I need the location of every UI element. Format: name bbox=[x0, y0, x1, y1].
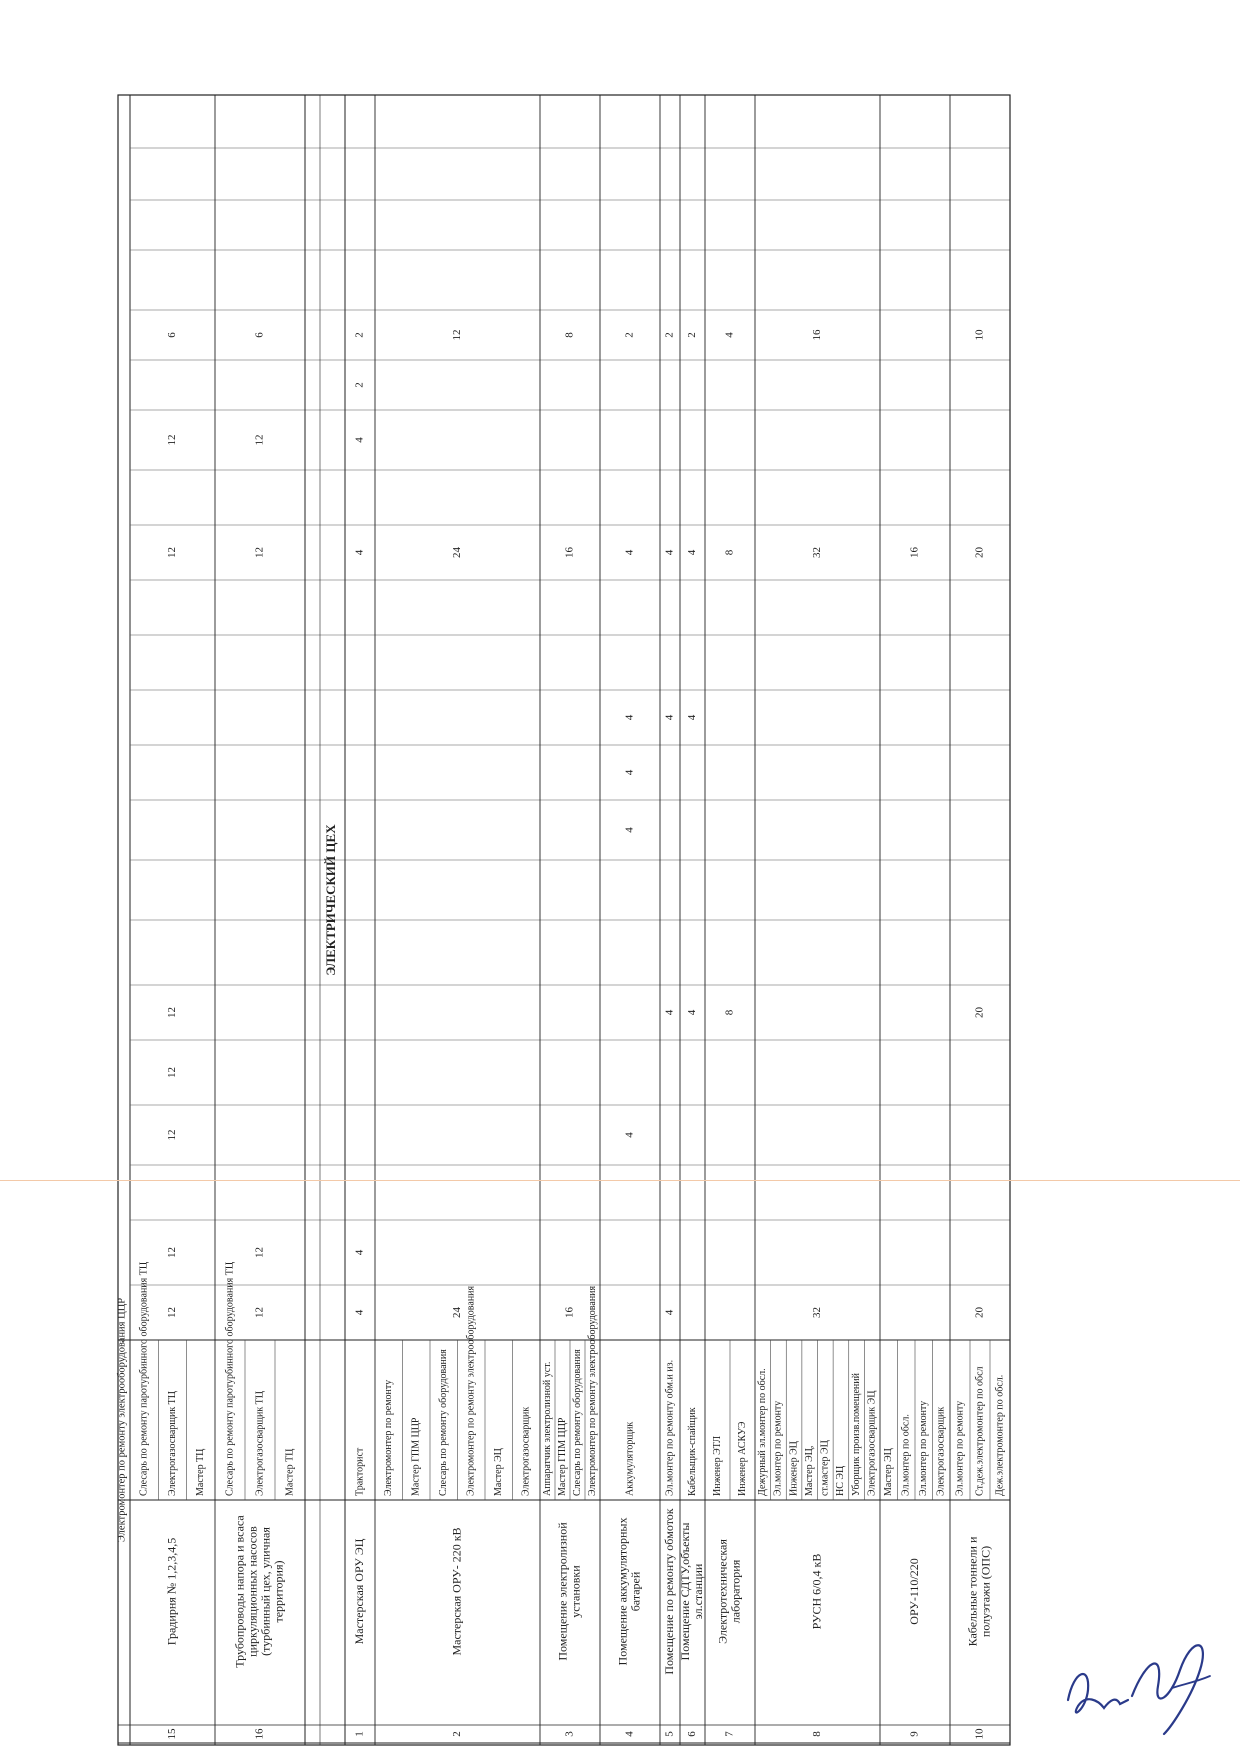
scan-artifact-line bbox=[0, 1180, 1240, 1181]
row-number: 10 bbox=[973, 1728, 986, 1740]
row-number: 1 bbox=[353, 1731, 366, 1737]
cell-value: 20 bbox=[973, 547, 986, 558]
worker-name: Эл.монтер по обсл. bbox=[900, 1414, 912, 1496]
worker-name: Деж.электромонтер по обсл. bbox=[994, 1374, 1006, 1496]
worker-name: Эл.монтер по ремонту bbox=[918, 1400, 930, 1496]
cell-value: 4 bbox=[623, 769, 636, 776]
place-name: Помещение аккумуляторных bbox=[615, 1517, 630, 1666]
header-note: Электромонтер по ремонту электрооборудования ЦЦР bbox=[116, 1297, 128, 1543]
place-name: Мастерская ОРУ ЭЦ bbox=[351, 1538, 366, 1645]
row-number: 15 bbox=[166, 1728, 179, 1740]
cell-value: 4 bbox=[623, 714, 636, 721]
place-name: ОРУ-110/220 bbox=[906, 1558, 921, 1625]
worker-name: Мастер ГПМ ЦЦР bbox=[556, 1417, 568, 1496]
worker-name: Электрогазосварщик ТЦ bbox=[166, 1390, 178, 1496]
worker-name: Электромонтер по ремонту электрооборудования bbox=[465, 1285, 477, 1496]
place-name: полуэтажи (ОПС) bbox=[978, 1545, 993, 1638]
cell-value: 4 bbox=[686, 714, 699, 721]
worker-name: Электромонтер по ремонту электрооборудования bbox=[586, 1285, 598, 1496]
row-number: 16 bbox=[253, 1728, 266, 1740]
row-number: 9 bbox=[908, 1731, 921, 1737]
place-name: лаборатория bbox=[728, 1559, 743, 1624]
cell-value: 12 bbox=[253, 1247, 266, 1258]
worker-name: Тракторист bbox=[354, 1447, 366, 1496]
worker-name: Слесарь по ремонту паротурбинного оборудования ТЦ bbox=[224, 1261, 236, 1496]
cell-value: 8 bbox=[563, 332, 576, 338]
cell-value: 16 bbox=[811, 329, 824, 341]
cell-value: 24 bbox=[451, 1307, 464, 1318]
row-number: 4 bbox=[623, 1731, 636, 1737]
worker-name: Аккумуляторщик bbox=[624, 1421, 636, 1496]
cell-value: 32 bbox=[811, 547, 824, 558]
cell-value: 8 bbox=[723, 1009, 736, 1016]
worker-name: НС ЭЦ bbox=[835, 1465, 847, 1496]
place-name: Помещение электролизной bbox=[555, 1522, 570, 1661]
cell-value: 4 bbox=[663, 1009, 676, 1016]
cell-value: 16 bbox=[908, 547, 921, 558]
cell-value: 6 bbox=[166, 332, 179, 338]
cell-value: 4 bbox=[663, 1309, 676, 1316]
worker-name: Слесарь по ремонту оборудования bbox=[438, 1349, 450, 1496]
cell-value: 32 bbox=[811, 1307, 824, 1318]
cell-value: 4 bbox=[353, 549, 366, 556]
cell-value: 12 bbox=[166, 1067, 179, 1078]
worker-name: Аппаратчик электролизной уст. bbox=[541, 1361, 553, 1496]
place-name: батарей bbox=[628, 1571, 643, 1612]
cell-value: 12 bbox=[166, 1307, 179, 1318]
worker-name: Мастер ГПМ ЦЦР bbox=[410, 1417, 422, 1496]
cell-value: 12 bbox=[451, 329, 464, 341]
worker-name: Кабельщик-спайщик bbox=[686, 1407, 698, 1496]
section-title: ЭЛЕКТРИЧЕСКИЙ ЦЕХ bbox=[322, 824, 338, 976]
cell-value: 12 bbox=[166, 1247, 179, 1258]
cell-value: 10 bbox=[973, 329, 986, 341]
place-name: циркуляционных насосов bbox=[245, 1526, 260, 1657]
cell-value: 4 bbox=[623, 827, 636, 833]
cell-value: 4 bbox=[623, 549, 636, 556]
cell-value: 8 bbox=[723, 549, 736, 556]
worker-name: Мастер ЭЦ bbox=[493, 1448, 505, 1496]
row-number: 5 bbox=[663, 1731, 676, 1737]
cell-value: 6 bbox=[253, 332, 266, 338]
place-name: Электротехническая bbox=[715, 1539, 730, 1644]
cell-value: 12 bbox=[166, 1129, 179, 1141]
cell-value: 12 bbox=[166, 1007, 179, 1018]
cell-value: 4 bbox=[353, 1249, 366, 1256]
cell-value: 24 bbox=[451, 547, 464, 558]
worker-name: Электромонтер по ремонту bbox=[383, 1379, 395, 1496]
row-number: 7 bbox=[723, 1731, 736, 1737]
cell-value: 2 bbox=[623, 332, 636, 338]
worker-name: Электрогазосварщик ЭЦ bbox=[866, 1390, 878, 1496]
place-name: Кабельные тоннели и bbox=[965, 1536, 980, 1647]
worker-name: Инженер ЭТЛ bbox=[711, 1435, 723, 1496]
cell-value: 20 bbox=[973, 1307, 986, 1318]
place-name: Градирня № 1,2,3,4,5 bbox=[164, 1537, 179, 1646]
worker-name: Электрогазосварщик bbox=[520, 1406, 532, 1496]
worker-name: Мастер ТЦ bbox=[195, 1448, 207, 1496]
cell-value: 4 bbox=[663, 549, 676, 556]
worker-name: Эл.монтер по ремонту bbox=[954, 1400, 966, 1496]
cell-value: 12 bbox=[253, 1307, 266, 1318]
place-name: эл.станции bbox=[690, 1563, 705, 1620]
place-name: установки bbox=[568, 1565, 583, 1618]
worker-name: Уборщик произв.помещений bbox=[850, 1373, 862, 1496]
place-name: РУСН 6/0,4 кВ bbox=[809, 1553, 824, 1630]
place-name: Мастерская ОРУ- 220 кВ bbox=[449, 1527, 464, 1656]
worker-name: Эл.монтер по ремонту обм.и из. bbox=[664, 1359, 676, 1496]
cell-value: 16 bbox=[563, 547, 576, 558]
worker-name: Ст.деж.электромонтер по обсл bbox=[974, 1366, 986, 1496]
handwritten-signature bbox=[1060, 1630, 1230, 1740]
cell-value: 2 bbox=[353, 332, 366, 338]
cell-value: 12 bbox=[253, 434, 266, 446]
cell-value: 12 bbox=[253, 547, 266, 558]
place-name: Помещение по ремонту обмоток bbox=[661, 1508, 676, 1675]
place-name: Трубопроводы напора и всаса bbox=[232, 1515, 247, 1668]
worker-name: Эл.монтер по ремонту bbox=[772, 1400, 784, 1496]
row-number: 6 bbox=[686, 1731, 699, 1737]
place-name: (турбинный цех, уличная bbox=[258, 1527, 273, 1656]
cell-value: 4 bbox=[623, 1132, 636, 1138]
cell-value: 4 bbox=[686, 549, 699, 556]
worker-name: Электрогазосварщик ТЦ bbox=[254, 1390, 266, 1496]
place-name: Помещение СДТУ,объекты bbox=[677, 1522, 692, 1661]
worker-name: Мастер ТЦ bbox=[284, 1448, 296, 1496]
place-name: территория) bbox=[271, 1560, 286, 1623]
cell-value: 16 bbox=[563, 1307, 576, 1318]
worker-name: Дежурный эл.монтер по обсл. bbox=[757, 1368, 769, 1496]
cell-value: 4 bbox=[663, 714, 676, 721]
cell-value: 4 bbox=[723, 332, 736, 338]
cell-value: 4 bbox=[686, 1009, 699, 1016]
worker-name: Инженер АСКУЭ bbox=[736, 1421, 748, 1496]
cell-value: 4 bbox=[353, 1309, 366, 1316]
cell-value: 2 bbox=[686, 332, 699, 338]
worker-name: Инженер ЭЦ bbox=[788, 1441, 800, 1496]
row-number: 3 bbox=[563, 1731, 576, 1737]
worker-name: Электрогазосварщик bbox=[935, 1406, 947, 1496]
cell-value: 4 bbox=[353, 437, 366, 443]
worker-name: Слесарь по ремонту паротурбинного оборудования ТЦ bbox=[138, 1261, 150, 1496]
row-number: 2 bbox=[451, 1731, 464, 1737]
cell-value: 12 bbox=[166, 547, 179, 558]
worker-name: Мастер ЭЦ bbox=[883, 1448, 895, 1496]
cell-value: 20 bbox=[973, 1007, 986, 1018]
row-number: 8 bbox=[811, 1731, 824, 1737]
worker-name: Мастер ЭЦ, bbox=[803, 1445, 815, 1496]
worker-name: ст.мастер ЭЦ bbox=[819, 1440, 831, 1496]
cell-value: 12 bbox=[166, 434, 179, 446]
worker-name: Слесарь по ремонту оборудования bbox=[571, 1349, 583, 1496]
cell-value: 2 bbox=[353, 382, 366, 388]
cell-value: 2 bbox=[663, 332, 676, 338]
